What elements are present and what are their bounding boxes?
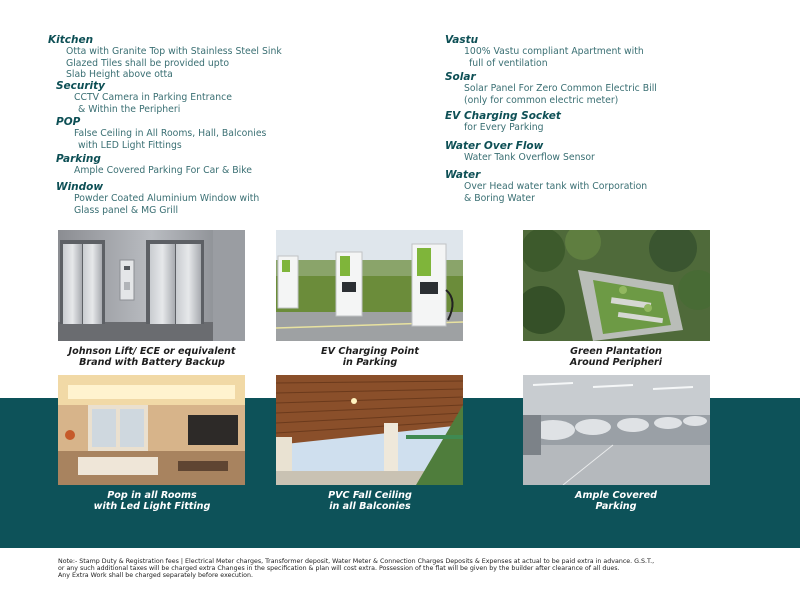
spec-vastu	[445, 34, 644, 69]
spec-line: CCTV Camera in Parking Entrance	[74, 92, 232, 103]
spec-title: Vastu	[445, 34, 479, 46]
spec-line: Over Head water tank with Corporation	[464, 181, 648, 192]
spec-line: Glazed Tiles shall be provided upto	[66, 57, 230, 69]
spec-security	[56, 80, 232, 115]
spec-water-overflow	[445, 140, 595, 164]
spec-ev-charging-socket	[445, 110, 561, 134]
footer-note	[58, 558, 748, 580]
spec-window	[56, 181, 259, 216]
note-line: or any such additional taxes will be charged extra Changes in the specification & plan will cost extra. Possession of the flat will be given by the builder after clearance of all dues.	[58, 565, 620, 573]
spec-line: Solar Panel For Zero Common Electric Bill	[464, 83, 657, 94]
spec-line: & Boring Water	[464, 192, 535, 204]
caption-line: EV Charging Point	[321, 346, 419, 357]
caption-lift	[52, 346, 252, 368]
spec-pop	[56, 116, 266, 151]
caption-line: Ample Covered	[575, 490, 657, 501]
caption-line: in all Balconies	[329, 501, 411, 512]
spec-line: & Within the Peripheri	[78, 103, 181, 115]
spec-title: EV Charging Socket	[445, 110, 561, 122]
pvc-balcony-photo	[276, 375, 463, 485]
spec-title: Solar	[445, 71, 476, 83]
spec-line: Otta with Granite Top with Stainless Steel Sink	[66, 46, 282, 57]
spec-title: POP	[56, 116, 81, 128]
spec-title: Water Over Flow	[445, 140, 544, 152]
caption-line: Green Plantation	[570, 346, 662, 357]
caption-line: Pop in all Rooms	[107, 490, 197, 501]
caption-line: Around Peripheri	[569, 357, 663, 368]
spec-line: Powder Coated Aluminium Window with	[74, 193, 260, 204]
note-line: Any Extra Work shall be charged separately before execution.	[58, 572, 253, 580]
lift-photo	[58, 230, 245, 341]
spec-line: Ample Covered Parking For Car & Bike	[74, 165, 252, 176]
spec-solar	[445, 71, 657, 106]
spec-parking	[56, 153, 252, 177]
note-line: Note:- Stamp Duty & Registration fees | Electrical Meter charges, Transformer deposit, Water Meter & Connection Charges Deposits & Expenses at actual to be paid extra in advance. G.S.T.,	[58, 558, 655, 565]
caption-line: PVC Fall Ceiling	[328, 490, 412, 501]
caption-line: with Led Light Fitting	[93, 501, 211, 512]
caption-plantation	[516, 346, 716, 368]
spec-line: (only for common electric meter)	[464, 94, 619, 106]
spec-title: Water	[445, 169, 481, 181]
spec-line: Slab Height above otta	[66, 69, 173, 80]
caption-line: in Parking	[342, 357, 398, 368]
spec-line: False Ceiling in All Rooms, Hall, Balconies	[74, 128, 267, 139]
spec-line: 100% Vastu compliant Apartment with	[464, 46, 644, 57]
caption-line: Johnson Lift/ ECE or equivalent	[68, 346, 236, 357]
spec-line: with LED Light Fittings	[78, 139, 182, 151]
caption-ev-charging	[270, 346, 470, 368]
spec-title: Window	[56, 181, 104, 193]
spec-kitchen	[48, 34, 282, 81]
covered-parking-photo	[523, 375, 710, 485]
pop-room-photo	[58, 375, 245, 485]
spec-line: Water Tank Overflow Sensor	[464, 152, 595, 163]
caption-line: Parking	[595, 501, 637, 512]
spec-water	[445, 169, 647, 204]
ev-charging-photo	[276, 230, 463, 341]
caption-line: Brand with Battery Backup	[79, 357, 225, 368]
spec-line: full of ventilation	[469, 57, 548, 69]
caption-parking	[516, 490, 716, 512]
spec-title: Parking	[56, 153, 101, 165]
spec-line: for Every Parking	[464, 122, 544, 133]
spec-title: Security	[56, 80, 106, 92]
spec-title: Kitchen	[48, 34, 94, 46]
green-plantation-photo	[523, 230, 710, 341]
caption-pop	[52, 490, 252, 512]
spec-line: Glass panel & MG Grill	[74, 204, 179, 216]
caption-pvc	[270, 490, 470, 512]
